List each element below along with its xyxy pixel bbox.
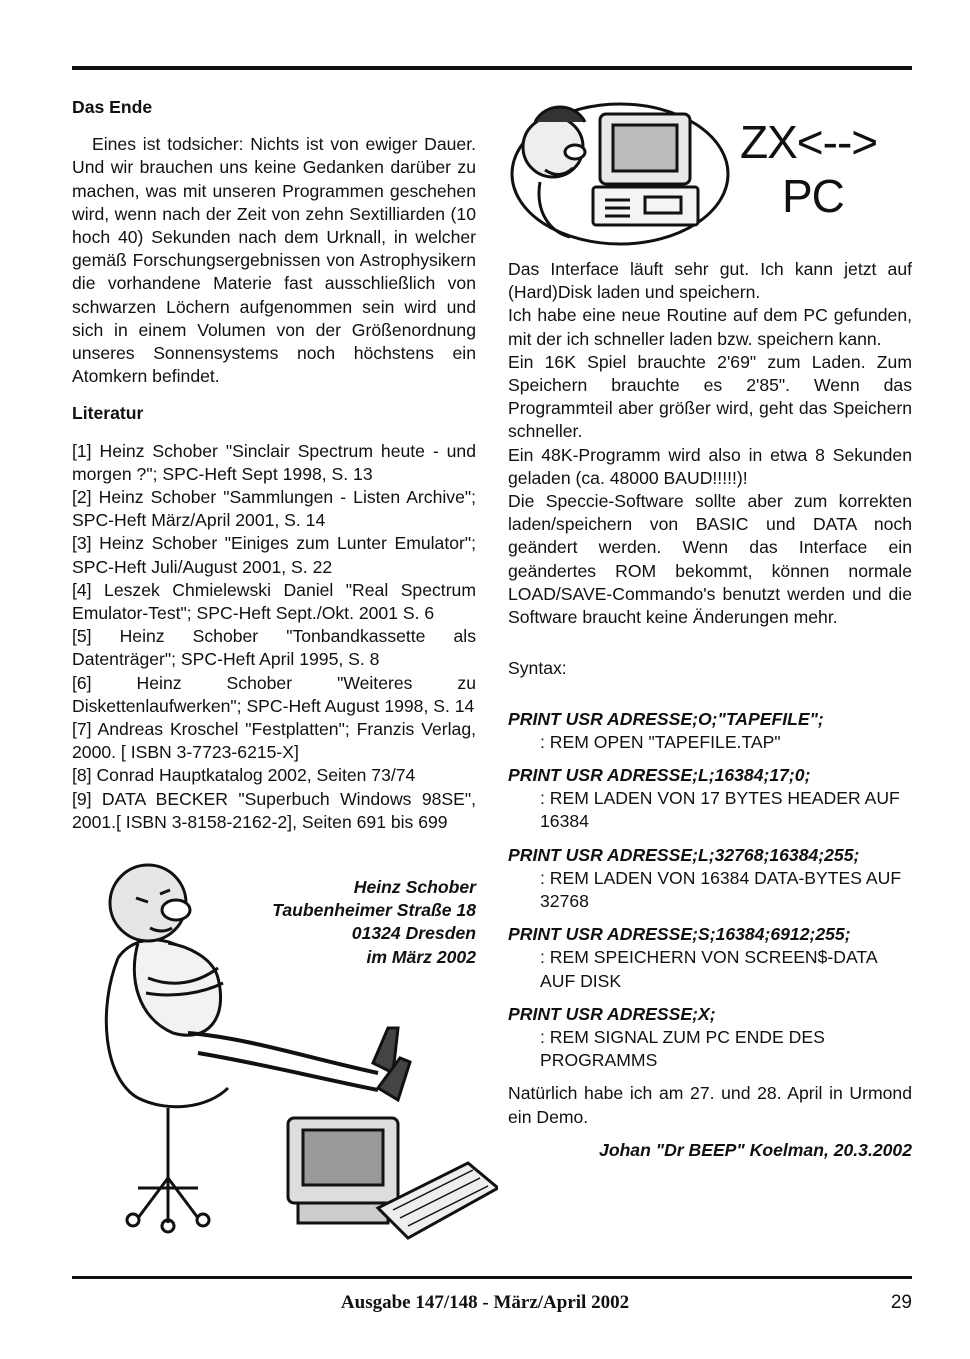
code-remark: : REM OPEN "TAPEFILE.TAP" bbox=[540, 731, 781, 752]
signature-line: Heinz Schober bbox=[353, 877, 476, 897]
article-author: Johan "Dr BEEP" Koelman, 20.3.2002 bbox=[599, 1139, 912, 1160]
reference-item: [1] Heinz Schober "Sinclair Spectrum heute - und morgen ?"; SPC-Heft Sept 1998, S. 13 bbox=[72, 440, 476, 484]
body-paragraph: Die Speccie-Software sollte aber zum korrekten laden/speichern von BASIC und DATA noch geändert werden. Wenn das Interface ein geändertes ROM bekommt, können normale LOAD/SAVE-Commando's benutzt werden und die Software braucht keine Änderungen mehr. bbox=[508, 491, 912, 628]
reference-item: [5] Heinz Schober "Tonbandkassette als Datenträger"; SPC-Heft April 1995, S. 8 bbox=[72, 626, 476, 670]
author-signature-block bbox=[230, 876, 476, 969]
issue-footer: Ausgabe 147/148 - März/April 2002 bbox=[340, 1292, 630, 1313]
code-command: PRINT USR ADRESSE;O;"TAPEFILE"; bbox=[508, 708, 824, 729]
page-number: 29 bbox=[890, 1292, 912, 1313]
code-command: PRINT USR ADRESSE;L;16384;17;0; bbox=[508, 765, 811, 786]
zx-pc-cartoon bbox=[505, 92, 730, 252]
reference-list bbox=[72, 440, 476, 834]
reference-item: [8] Conrad Hauptkatalog 2002, Seiten 73/74 bbox=[72, 765, 416, 786]
code-remark: : REM SPEICHERN VON SCREEN$-DATA AUF DISK bbox=[540, 947, 877, 991]
code-command: PRINT USR ADRESSE;S;16384;6912;255; bbox=[508, 924, 851, 945]
signature-line: im März 2002 bbox=[366, 946, 476, 967]
code-command: PRINT USR ADRESSE;X; bbox=[508, 1003, 716, 1024]
code-remark: : REM LADEN VON 16384 DATA-BYTES AUF 32768 bbox=[540, 867, 902, 912]
reference-item: [3] Heinz Schober "Einiges zum Lunter Emulator"; SPC-Heft Juli/August 2001, S. 22 bbox=[72, 533, 476, 577]
logo-line: ZX<--> bbox=[740, 116, 878, 168]
code-remark: : REM SIGNAL ZUM PC ENDE DES PROGRAMMS bbox=[540, 1027, 825, 1071]
bottom-rule bbox=[72, 1276, 912, 1279]
reference-item: [9] DATA BECKER "Superbuch Windows 98SE", 2001.[ ISBN 3-8158-2162-2], Seiten 691 bis 699 bbox=[72, 788, 476, 832]
para-das-ende: Eines ist todsicher: Nichts ist von ewiger Dauer. Und wir brauchen uns keine Gedanken darüber zu machen, was mit unseren Programmen geschehen wird, wenn nach der Zeit von zehn Sextilliarden (10 hoch 40) Sekunden nach dem Urknall, in welcher gemäß Forschungsergebnissen von Astrophysikern die vorhandene Materie fast ausschließlich von schwarzen Löchern aufgenommen sein wird und sich in einem Volumen von der Größenordnung unseres Sonnensystems noch höchstens ein Atomkern befindet. bbox=[72, 134, 476, 387]
code-remark: : REM LADEN VON 17 BYTES HEADER AUF 16384 bbox=[540, 788, 900, 832]
body-paragraph: Ein 48K-Programm wird also in etwa 8 Sekunden geladen (ca. 48000 BAUD!!!!!)! bbox=[508, 444, 912, 488]
reference-item: [4] Leszek Chmielewski Daniel "Real Spectrum Emulator-Test"; SPC-Heft Sept./Okt. 2001 S. 6 bbox=[72, 579, 476, 624]
zx-pc-logo bbox=[740, 115, 877, 223]
body-paragraph: Ich habe eine neue Routine auf dem PC gefunden, mit der ich schneller laden bzw. speichern kann. bbox=[508, 305, 912, 349]
top-rule bbox=[72, 66, 912, 70]
reference-item: [6] Heinz Schober "Weiteres zu Diskettenlaufwerken"; SPC-Heft August 1998, S. 14 bbox=[72, 672, 476, 716]
left-column bbox=[72, 96, 476, 834]
signature-line: 01324 Dresden bbox=[351, 923, 476, 944]
closing-paragraph: Natürlich habe ich am 27. und 28. April in Urmond ein Demo. bbox=[508, 1083, 912, 1127]
reference-item: [7] Andreas Kroschel "Festplatten"; Franzis Verlag, 2000. [ ISBN 3-7723-6215-X] bbox=[72, 719, 476, 763]
heading-literatur: Literatur bbox=[72, 403, 144, 424]
right-column bbox=[508, 258, 912, 1162]
body-paragraph: Das Interface läuft sehr gut. Ich kann jetzt auf (Hard)Disk laden und speichern. bbox=[508, 259, 912, 303]
reference-item: [2] Heinz Schober "Sammlungen - Listen Archive"; SPC-Heft März/April 2001, S. 14 bbox=[72, 487, 476, 531]
code-command: PRINT USR ADRESSE;L;32768;16384;255; bbox=[508, 844, 860, 865]
body-paragraph: Ein 16K Spiel brauchte 2'69" zum Laden. Zum Speichern brauchte es 2'85". Wenn das Programmteil aber größer wird, geht das Speichern schneller. bbox=[508, 351, 912, 442]
logo-line: PC bbox=[782, 170, 844, 222]
signature-line: Taubenheimer Straße 18 bbox=[272, 900, 476, 921]
heading-das-ende: Das Ende bbox=[72, 97, 153, 117]
syntax-label: Syntax: bbox=[508, 657, 567, 678]
